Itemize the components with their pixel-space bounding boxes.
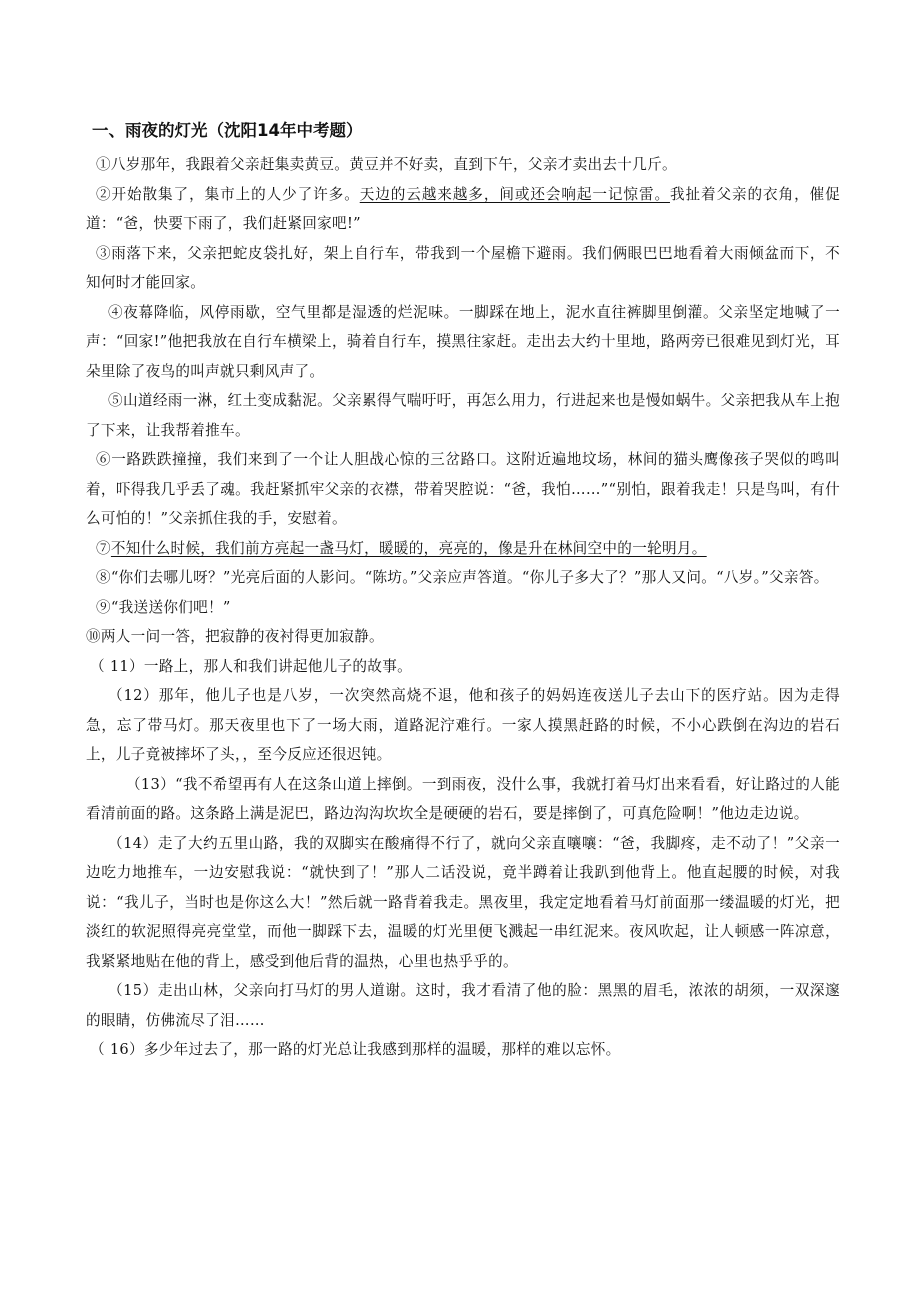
paragraph-11 (86, 652, 840, 682)
paragraph-2 (86, 180, 840, 239)
paragraph-text: （13）“我不希望再有人在这条山道上摔倒。一到雨夜，没什么事，我就打着马灯出来看看，好让路过的人能看清前面的路。这条路上满是泥巴，路边沟沟坎坎全是硬硬的岩石，要是摔倒了，可真危险啊！”他边走边说。 (86, 775, 840, 822)
document-title: 一、雨夜的灯光（沈阳14年中考题） (92, 121, 363, 140)
underlined-sentence: 不知什么时候，我们前方亮起一盏马灯，暖暖的，亮亮的，像是升在林间空中的一轮明月。 (110, 539, 707, 557)
paragraph-text-continued: 我扯着父亲的衣角，催促道：“爸，快要下雨了，我们赶紧回家吧!” (86, 185, 840, 232)
paragraph-14 (86, 829, 840, 977)
paragraph-text: （ 16）多少年过去了，那一路的灯光总让我感到那样的温暖，那样的难以忘怀。 (90, 1041, 621, 1058)
paragraph-1 (86, 150, 840, 180)
paragraph-6 (86, 445, 840, 534)
paragraph-text: ②开始散集了，集市上的人少了许多。 (96, 185, 360, 203)
paragraph-text: ⑥一路跌跌撞撞，我们来到了一个让人胆战心惊的三岔路口。这附近遍地坟场，林间的猫头鹰像孩子哭似的鸣叫着，吓得我几乎丢了魂。我赶紧抓牢父亲的衣襟，带着哭腔说：“爸，我怕……”“别怕，跟着我走！只是鸟叫，有什么可怕的！”父亲抓住我的手，安慰着。 (86, 451, 840, 527)
paragraph-text: （ 11）一路上，那人和我们讲起他儿子的故事。 (90, 657, 412, 675)
paragraph-8 (86, 563, 840, 593)
paragraph-text: ③雨落下来，父亲把蛇皮袋扎好，架上自行车，带我到一个屋檐下避雨。我们俩眼巴巴地看着大雨倾盆而下，不知何时才能回家。 (86, 244, 840, 291)
paragraph-9 (86, 593, 840, 623)
paragraph-text: ⑤山道经雨一淋，红土变成黏泥。父亲累得气喘吁吁，再怎么用力，行进起来也是慢如蜗牛。父亲把我从车上抱了下来，让我帮着推车。 (86, 392, 840, 439)
paragraph-4 (86, 298, 840, 387)
paragraph-15 (86, 976, 840, 1035)
underlined-sentence: 天边的云越来越多，间或还会响起一记惊雷。 (359, 185, 670, 203)
paragraph-12 (86, 681, 840, 770)
paragraph-text: ⑩两人一问一答，把寂静的夜衬得更加寂静。 (86, 628, 384, 645)
paragraph-16 (86, 1035, 840, 1065)
paragraph-text: ⑦ (96, 539, 111, 557)
paragraph-13 (86, 770, 840, 829)
paragraph-text: ①八岁那年，我跟着父亲赶集卖黄豆。黄豆并不好卖，直到下午，父亲才卖出去十几斤。 (96, 156, 677, 173)
paragraph-7 (86, 534, 840, 564)
paragraph-3 (86, 239, 840, 298)
paragraph-10 (86, 622, 840, 652)
paragraph-text: （12）那年，他儿子也是八岁，一次突然高烧不退，他和孩子的妈妈连夜送儿子去山下的医疗站。因为走得急，忘了带马灯。那天夜里也下了一场大雨，道路泥泞难行。一家人摸黑赶路的时候，不小心跌倒在沟边的岩石上，儿子竟被摔坏了头，，至今反应还很迟钝。 (86, 687, 840, 763)
document-page (86, 118, 840, 1065)
paragraph-text: ⑧“你们去哪儿呀？”光亮后面的人影问。“陈坊。”父亲应声答道。“你儿子多大了？”那人又问。“八岁。”父亲答。 (96, 569, 829, 586)
paragraph-5 (86, 386, 840, 445)
paragraph-text: ⑨“我送送你们吧！” (96, 598, 231, 616)
paragraph-text: ④夜幕降临，风停雨歇，空气里都是湿透的烂泥味。一脚踩在地上，泥水直往裤脚里倒灌。父亲坚定地喊了一声：“回家!”他把我放在自行车横梁上，骑着自行车，摸黑往家赶。走出去大约十里地，路两旁已很难见到灯光，耳朵里除了夜鸟的叫声就只剩风声了。 (86, 303, 840, 380)
paragraph-text: （15）走出山林，父亲向打马灯的男人道谢。这时，我才看清了他的脸：黑黑的眉毛，浓浓的胡须，一双深邃的眼睛，仿佛流尽了泪…… (86, 982, 840, 1029)
paragraph-text: （14）走了大约五里山路，我的双脚实在酸痛得不行了，就向父亲直嚷嚷：“爸，我脚疼，走不动了！”父亲一边吃力地推车，一边安慰我说：“就快到了！”那人二话没说，竟半蹲着让我趴到他背上。他直起腰的时候，对我说：“我儿子，当时也是你这么大！”然后就一路背着我走。黑夜里，我定定地看着马灯前面那一缕温暖的灯光，把淡红的软泥照得亮亮堂堂，而他一脚踩下去，温暖的灯光里便飞溅起一串红泥来。夜风吹起，让人顿感一阵凉意，我紧紧地贴在他的背上，感受到他后背的温热，心里也热乎乎的。 (86, 834, 840, 970)
